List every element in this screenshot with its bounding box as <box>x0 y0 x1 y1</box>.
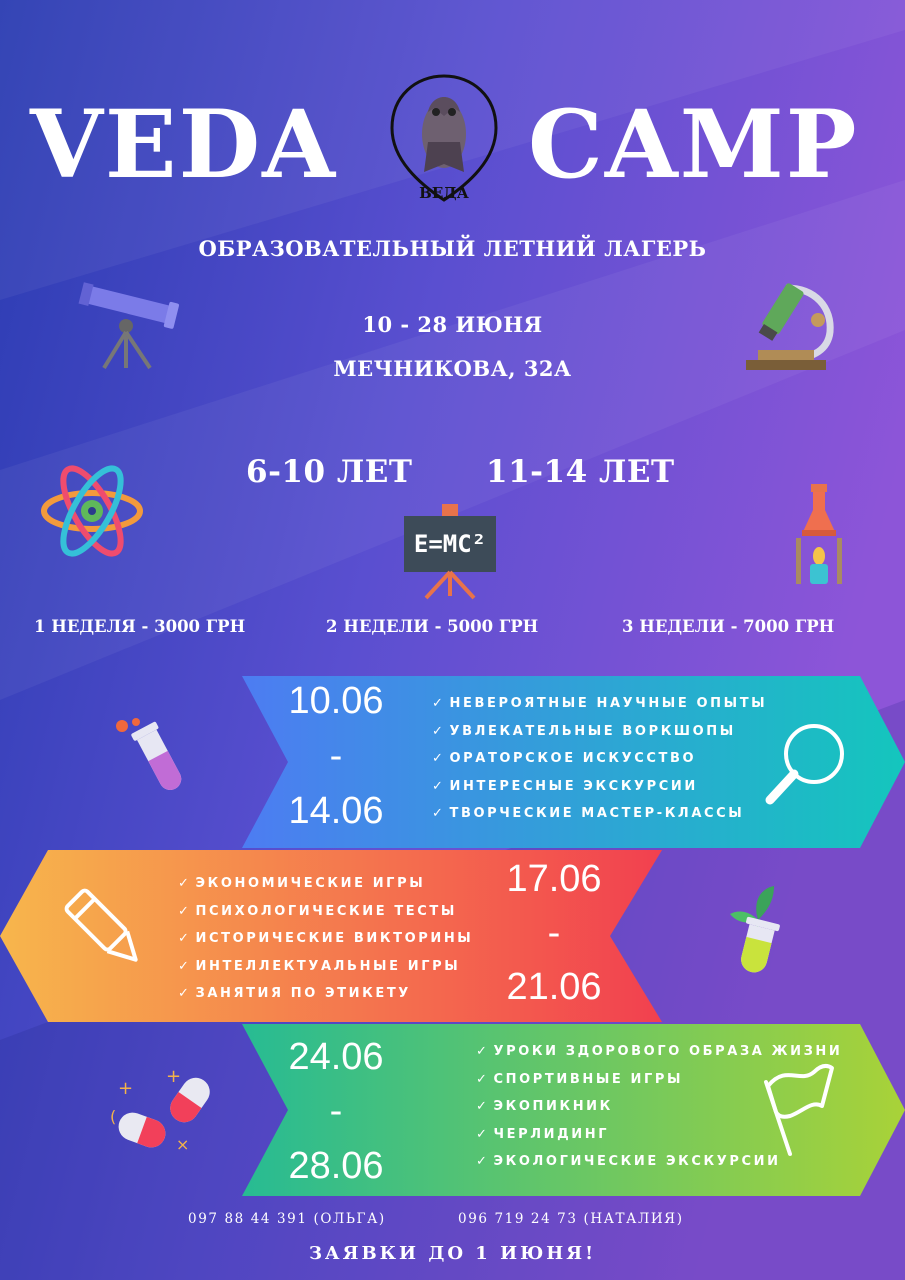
owl-logo <box>388 72 500 204</box>
activity-item: ✓ УВЛЕКАТЕЛЬНЫЕ ВОРКШОПЫ <box>432 718 767 746</box>
title-camp: CAMP <box>528 90 859 200</box>
telescope-icon <box>74 282 184 372</box>
week3-separator: - <box>329 1090 343 1132</box>
flag-icon <box>756 1054 840 1158</box>
price-2-weeks: 2 НЕДЕЛИ - 5000 ГРН <box>326 617 539 636</box>
week1-end: 14.06 <box>288 790 384 832</box>
age-group-1: 6-10 ЛЕТ <box>246 454 413 490</box>
week2-separator: - <box>547 912 561 954</box>
subtitle: ОБРАЗОВАТЕЛЬНЫЙ ЛЕТНИЙ ЛАГЕРЬ <box>198 236 707 261</box>
week2-activities <box>178 870 473 1008</box>
title-veda: VEDA <box>30 90 338 200</box>
activity-item: ✓ ИСТОРИЧЕСКИЕ ВИКТОРИНЫ <box>178 925 473 953</box>
week2-start: 17.06 <box>506 858 602 900</box>
svg-text:(: ( <box>110 1107 117 1126</box>
contact-olga: 097 88 44 391 (ОЛЬГА) <box>188 1211 386 1227</box>
svg-text:×: × <box>176 1135 190 1154</box>
magnifier-icon <box>758 714 854 810</box>
price-1-week: 1 НЕДЕЛЯ - 3000 ГРН <box>34 617 246 636</box>
week2-end: 21.06 <box>506 966 602 1008</box>
activity-item: ✓ ЭКОПИКНИК <box>476 1093 842 1121</box>
activity-item: ✓ ПСИХОЛОГИЧЕСКИЕ ТЕСТЫ <box>178 898 473 926</box>
pencil-icon <box>60 884 152 976</box>
atom-icon <box>40 464 144 558</box>
flask-burner-icon <box>792 484 846 588</box>
activity-item: ✓ ЭКОЛОГИЧЕСКИЕ ЭКСКУРСИИ <box>476 1148 842 1176</box>
svg-text:ВЕДА: ВЕДА <box>419 184 469 202</box>
activity-item: ✓ ЧЕРЛИДИНГ <box>476 1121 842 1149</box>
camp-address: МЕЧНИКОВА, 32А <box>333 356 572 381</box>
pills-icon <box>106 1064 212 1154</box>
svg-text:+: + <box>118 1078 134 1099</box>
activity-item: ✓ ИНТЕРЕСНЫЕ ЭКСКУРСИИ <box>432 773 767 801</box>
camp-dates: 10 - 28 ИЮНЯ <box>362 312 543 337</box>
activity-item: ✓ ТВОРЧЕСКИЕ МАСТЕР-КЛАССЫ <box>432 800 767 828</box>
week3-end: 28.06 <box>288 1145 384 1187</box>
age-group-2: 11-14 ЛЕТ <box>486 454 675 490</box>
activity-item: ✓ ЭКОНОМИЧЕСКИЕ ИГРЫ <box>178 870 473 898</box>
deadline: ЗАЯВКИ ДО 1 ИЮНЯ! <box>308 1243 597 1264</box>
svg-text:E=MC²: E=MC² <box>413 530 487 558</box>
svg-text:+: + <box>166 1066 182 1087</box>
plant-tube-icon <box>722 880 792 976</box>
microscope-icon <box>742 280 838 374</box>
activity-item: ✓ ОРАТОРСКОЕ ИСКУССТВО <box>432 745 767 773</box>
activity-item: ✓ ИНТЕЛЛЕКТУАЛЬНЫЕ ИГРЫ <box>178 953 473 981</box>
chalkboard-icon <box>400 504 500 602</box>
activity-item: ✓ ЗАНЯТИЯ ПО ЭТИКЕТУ <box>178 980 473 1008</box>
activity-item: ✓ СПОРТИВНЫЕ ИГРЫ <box>476 1066 842 1094</box>
week3-start: 24.06 <box>288 1036 384 1078</box>
activity-item: ✓ НЕВЕРОЯТНЫЕ НАУЧНЫЕ ОПЫТЫ <box>432 690 767 718</box>
contact-natalia: 096 719 24 73 (НАТАЛИЯ) <box>458 1211 684 1227</box>
week1-start: 10.06 <box>288 680 384 722</box>
week1-separator: - <box>329 735 343 777</box>
price-3-weeks: 3 НЕДЕЛИ - 7000 ГРН <box>622 617 835 636</box>
activity-item: ✓ УРОКИ ЗДОРОВОГО ОБРАЗА ЖИЗНИ <box>476 1038 842 1066</box>
week1-activities <box>432 690 767 828</box>
test-tube-icon <box>112 716 202 802</box>
